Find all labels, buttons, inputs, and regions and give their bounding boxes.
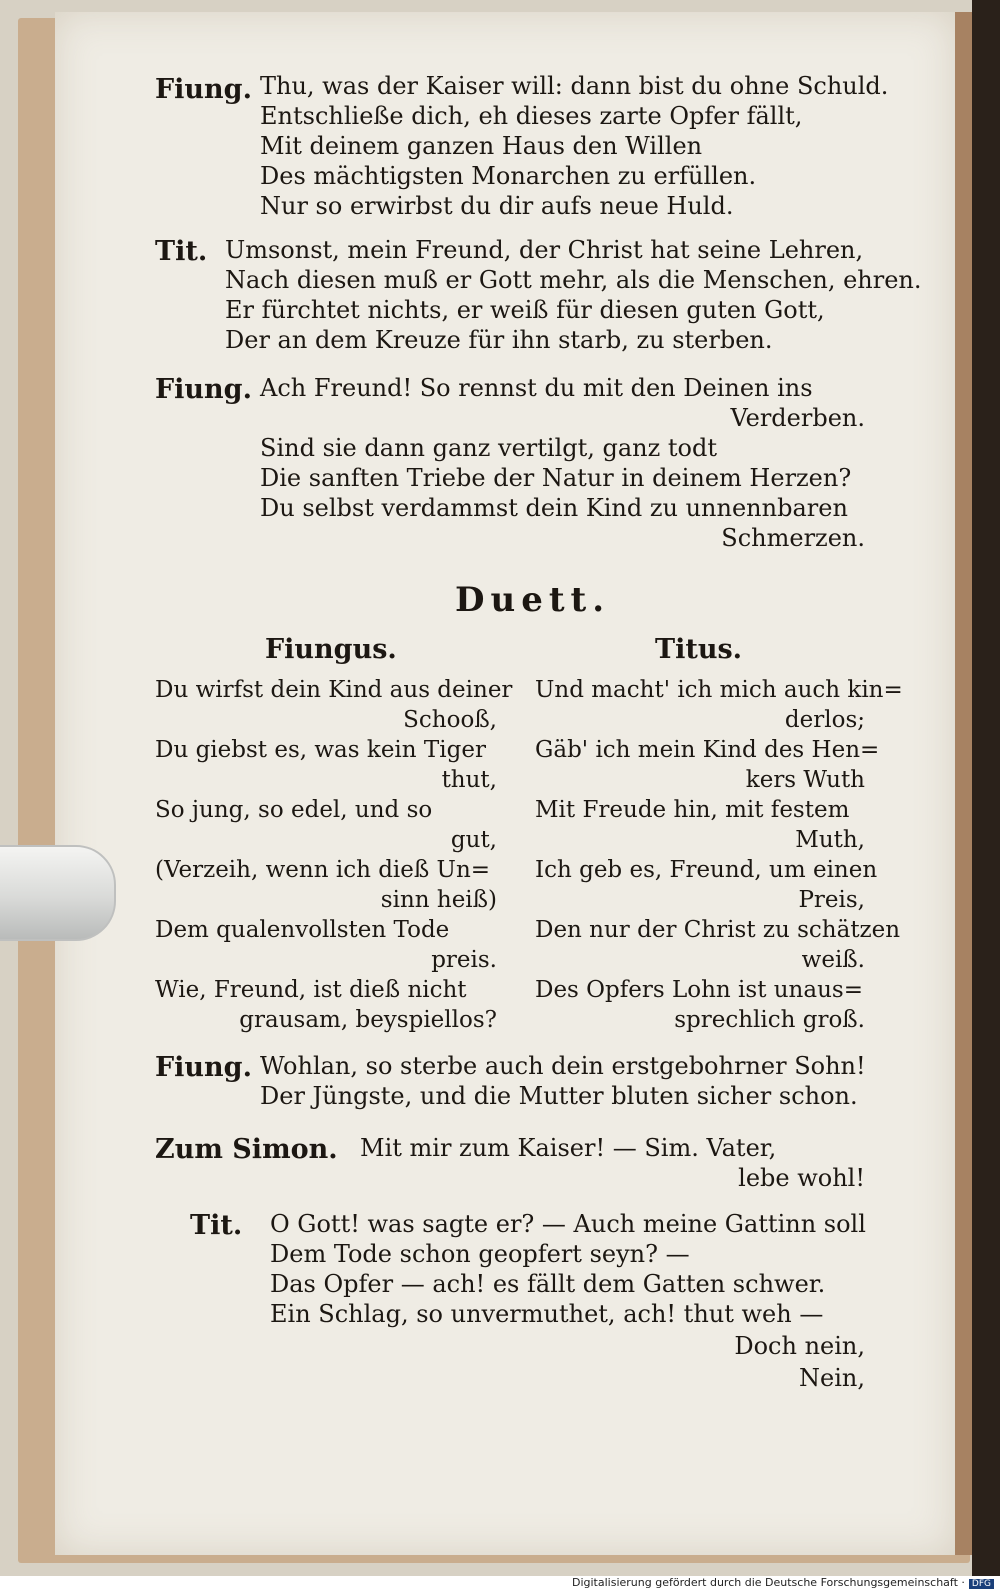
verse-line: Der Jüngste, und die Mutter bluten sicher schon. — [260, 1082, 858, 1110]
duet-right-line: Den nur der Christ zu schätzen — [535, 917, 901, 943]
duet-right-line: weiß. — [801, 947, 865, 973]
speaker-label: Fiung. — [155, 74, 252, 105]
book-page — [55, 12, 955, 1555]
dfg-logo: DFG — [969, 1579, 994, 1589]
verse-line: Sind sie dann ganz vertilgt, ganz todt — [260, 434, 718, 462]
verse-line: Entschließe dich, eh dieses zarte Opfer fällt, — [260, 102, 803, 130]
duet-left-line: sinn heiß) — [380, 887, 497, 913]
duet-right-line: Und macht' ich mich auch kin= — [535, 677, 903, 703]
verse-line: Umsonst, mein Freund, der Christ hat seine Lehren, — [225, 236, 864, 264]
verse-line: Ein Schlag, so unvermuthet, ach! thut weh — — [270, 1300, 824, 1328]
verse-line: Des mächtigsten Monarchen zu erfüllen. — [260, 162, 757, 190]
verse-line: Thu, was der Kaiser will: dann bist du ohne Schuld. — [260, 72, 889, 100]
duet-right-heading: Titus. — [655, 634, 743, 665]
page-clip — [0, 845, 116, 941]
verse-line: Mit deinem ganzen Haus den Willen — [260, 132, 703, 160]
duet-left-line: Wie, Freund, ist dieß nicht — [155, 977, 467, 1003]
speaker-label: Zum Simon. — [155, 1134, 338, 1165]
verse-line: Dem Tode schon geopfert seyn? — — [270, 1240, 690, 1268]
verse-line: Schmerzen. — [721, 524, 865, 552]
verse-line: O Gott! was sagte er? — Auch meine Gattinn soll — [270, 1210, 866, 1238]
verse-line: Der an dem Kreuze für ihn starb, zu sterben. — [225, 326, 773, 354]
duet-right-line: Ich geb es, Freund, um einen — [535, 857, 878, 883]
duet-right-line: Gäb' ich mein Kind des Hen= — [535, 737, 880, 763]
verse-line: Du selbst verdammst dein Kind zu unnennbaren — [260, 494, 848, 522]
dark-edge — [972, 0, 1000, 1576]
verse-line: Wohlan, so sterbe auch dein erstgebohrner Sohn! — [260, 1052, 866, 1080]
verse-line: lebe wohl! — [738, 1164, 865, 1192]
verse-line: Nach diesen muß er Gott mehr, als die Menschen, ehren. — [225, 266, 922, 294]
duet-left-line: thut, — [441, 767, 497, 793]
verse-line: Ach Freund! So rennst du mit den Deinen ins — [260, 374, 813, 402]
verse-line: Die sanften Triebe der Natur in deinem Herzen? — [260, 464, 852, 492]
duet-left-line: So jung, so edel, und so — [155, 797, 433, 823]
verse-line: Verderben. — [730, 404, 865, 432]
footer-text: Digitalisierung gefördert durch die Deutsche Forschungsgemeinschaft · — [571, 1576, 965, 1589]
verse-line: Nein, — [799, 1364, 865, 1392]
verse-line: Er fürchtet nichts, er weiß für diesen guten Gott, — [225, 296, 825, 324]
verse-line: Doch nein, — [734, 1332, 865, 1360]
duet-right-line: Des Opfers Lohn ist unaus= — [535, 977, 863, 1003]
speaker-label: Fiung. — [155, 1052, 252, 1083]
verse-line: Mit mir zum Kaiser! — Sim. Vater, — [360, 1134, 777, 1162]
duet-left-line: Schooß, — [403, 707, 497, 733]
duet-right-line: Preis, — [798, 887, 865, 913]
duet-left-line: gut, — [450, 827, 497, 853]
duet-right-line: derlos; — [784, 707, 865, 733]
duet-left-heading: Fiungus. — [265, 634, 397, 665]
speaker-label: Tit. — [190, 1210, 243, 1241]
digitization-footer — [0, 1576, 1000, 1593]
duet-left-line: (Verzeih, wenn ich dieß Un= — [155, 857, 491, 883]
duet-left-line: Dem qualenvollsten Tode — [155, 917, 450, 943]
duet-right-line: Muth, — [795, 827, 865, 853]
duet-left-line: preis. — [431, 947, 497, 973]
duet-right-line: Mit Freude hin, mit festem — [535, 797, 850, 823]
duet-left-line: grausam, beyspiellos? — [239, 1007, 497, 1033]
duet-right-line: sprechlich groß. — [674, 1007, 865, 1033]
duet-left-line: Du giebst es, was kein Tiger — [155, 737, 486, 763]
verse-line: Das Opfer — ach! es fällt dem Gatten schwer. — [270, 1270, 826, 1298]
duet-right-line: kers Wuth — [745, 767, 865, 793]
speaker-label: Tit. — [155, 236, 208, 267]
verse-line: Nur so erwirbst du dir aufs neue Huld. — [260, 192, 734, 220]
duet-title: Duett. — [455, 580, 611, 620]
speaker-label: Fiung. — [155, 374, 252, 405]
duet-left-line: Du wirfst dein Kind aus deiner — [155, 677, 513, 703]
